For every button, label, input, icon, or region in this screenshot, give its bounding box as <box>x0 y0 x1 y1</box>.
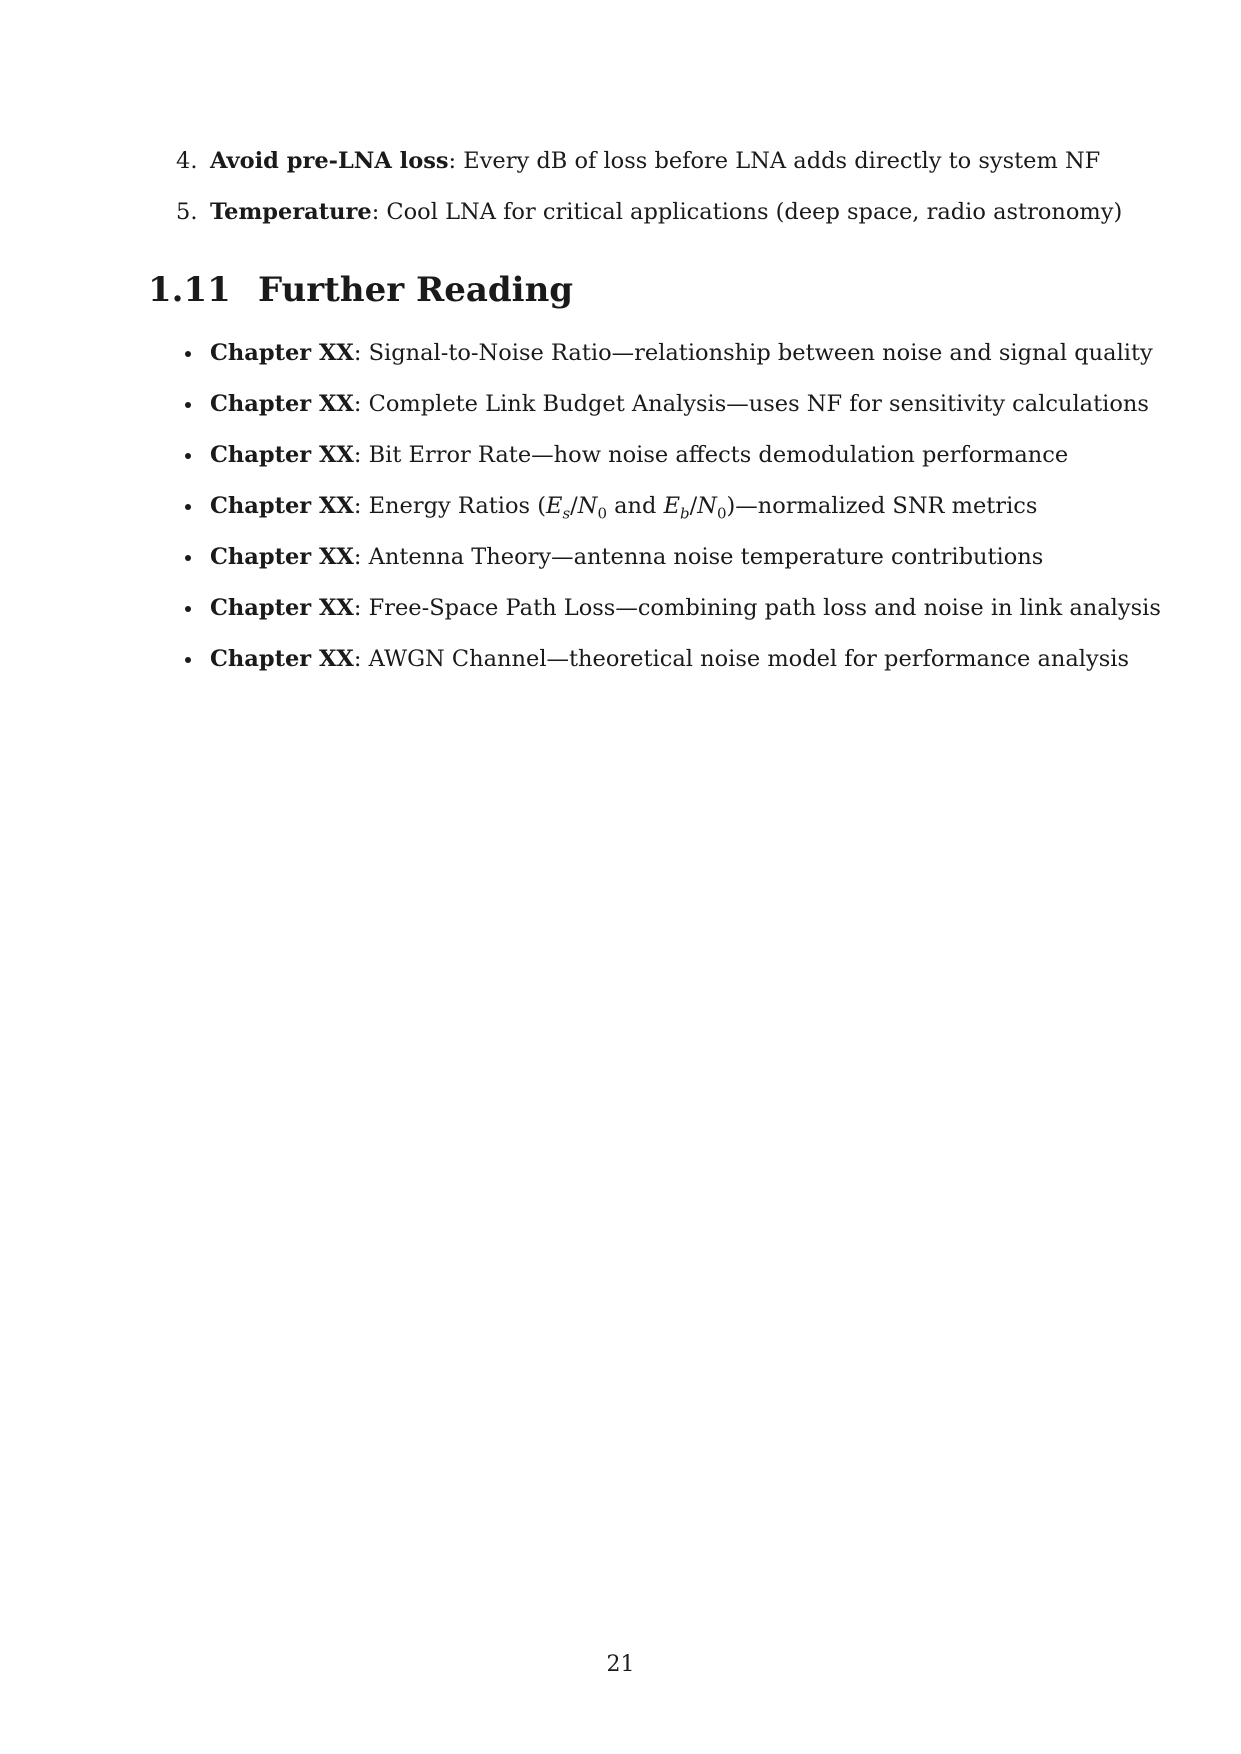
list-item <box>0 197 1241 248</box>
list-item-term: Chapter XX <box>210 544 354 570</box>
list-item-term: Chapter XX <box>210 442 354 468</box>
list-item-term: Temperature <box>210 199 372 225</box>
math-es: $E_s$ <box>546 493 571 523</box>
list-item-content <box>210 146 1100 176</box>
section-heading <box>148 270 573 310</box>
list-item <box>0 389 1241 440</box>
list-item-text: : Every dB of loss before LNA adds directly to system NF <box>448 148 1101 174</box>
list-number: 5. <box>176 199 198 225</box>
list-item-term: Chapter XX <box>210 646 354 672</box>
section-title: Further Reading <box>258 270 574 310</box>
list-item <box>0 440 1241 491</box>
list-item-content <box>210 644 1129 674</box>
list-item-content <box>210 542 1043 572</box>
list-item <box>0 491 1241 542</box>
list-item-term: Chapter XX <box>210 493 354 519</box>
list-item-term: Chapter XX <box>210 391 354 417</box>
list-item <box>0 146 1241 197</box>
math-n0: N <box>697 493 717 519</box>
list-item-content: Chapter XX: Energy Ratios ($E_s/N_0$ and $E_b/N_0)—normalized$ SNR metrics <box>210 493 1038 523</box>
bullet-icon <box>185 657 191 663</box>
list-number: 4. <box>176 148 198 174</box>
list-item-content <box>210 197 1122 227</box>
list-item <box>0 338 1241 389</box>
list-item-term: Chapter XX <box>210 595 354 621</box>
numbered-list <box>0 146 1241 248</box>
list-item <box>0 593 1241 644</box>
math-n0: N <box>577 493 598 519</box>
page-number: 21 <box>606 1652 635 1677</box>
bullet-icon <box>185 504 191 510</box>
bullet-icon <box>185 402 191 408</box>
list-item-text: : Free-Space Path Loss—combining path loss and noise in link analysis <box>353 595 1161 621</box>
list-item-text: : AWGN Channel—theoretical noise model for performance analysis <box>353 646 1129 672</box>
list-item-text: : Signal-to-Noise Ratio—relationship between noise and signal quality <box>353 340 1153 366</box>
section-number: 1.11 <box>148 270 231 310</box>
list-item-content <box>210 440 1068 470</box>
list-item-text: : Cool LNA for critical applications (deep space, radio astronomy) <box>371 199 1123 225</box>
bullet-icon <box>185 453 191 459</box>
list-item-text: : Antenna Theory—antenna noise temperature contributions <box>353 544 1044 570</box>
list-item-text: : Complete Link Budget Analysis—uses NF for sensitivity calculations <box>353 391 1149 417</box>
list-item-text: : Energy Ratios ( <box>353 493 547 519</box>
list-item-term: Chapter XX <box>210 340 354 366</box>
list-item-term: Avoid pre-LNA loss <box>210 148 449 174</box>
math-eb: $E_b$ <box>663 493 690 523</box>
list-item <box>0 644 1241 695</box>
bullet-icon <box>185 351 191 357</box>
bullet-icon <box>185 555 191 561</box>
list-item <box>0 542 1241 593</box>
bullet-icon <box>185 606 191 612</box>
list-item-content <box>210 338 1153 368</box>
list-item-content <box>210 593 1161 623</box>
list-item-text: : Bit Error Rate—how noise affects demodulation performance <box>353 442 1069 468</box>
further-reading-list <box>0 338 1241 695</box>
list-item-content <box>210 389 1149 419</box>
